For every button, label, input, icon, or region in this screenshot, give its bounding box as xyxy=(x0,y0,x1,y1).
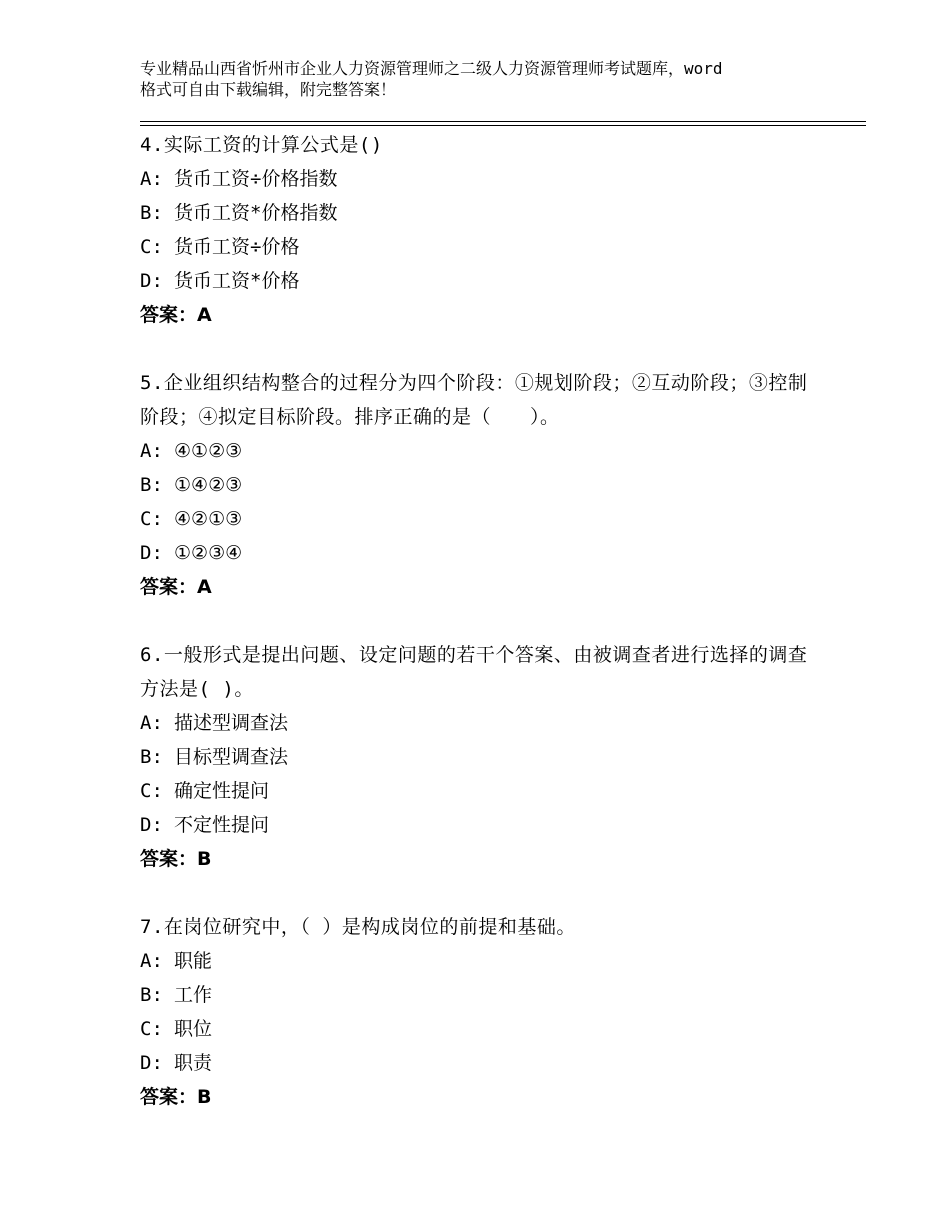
option-c xyxy=(140,1012,820,1046)
question-list xyxy=(140,128,820,1148)
header-title-line-1: 专业精品山西省忻州市企业人力资源管理师之二级人力资源管理师考试题库，word xyxy=(140,59,723,78)
option-b xyxy=(140,196,820,230)
option-letter: A: xyxy=(140,440,163,462)
option-text: 货币工资÷价格 xyxy=(174,236,300,258)
option-b xyxy=(140,468,820,502)
question-item xyxy=(140,638,820,876)
option-text: 职位 xyxy=(174,1018,213,1040)
question-item xyxy=(140,366,820,604)
question-text: 4.实际工资的计算公式是() xyxy=(140,134,383,156)
option-c xyxy=(140,230,820,264)
option-d xyxy=(140,808,820,842)
option-d xyxy=(140,536,820,570)
answer-label: 答案：A xyxy=(140,304,212,326)
option-text: ④①②③ xyxy=(174,440,243,462)
option-letter: B: xyxy=(140,984,163,1006)
option-text: 不定性提问 xyxy=(174,814,270,836)
option-text: 目标型调查法 xyxy=(174,746,289,768)
option-a xyxy=(140,944,820,978)
option-letter: A: xyxy=(140,712,163,734)
option-letter: D: xyxy=(140,542,163,564)
header-divider-top xyxy=(140,121,866,122)
option-d xyxy=(140,1046,820,1080)
answer-label: 答案：B xyxy=(140,848,212,870)
header-divider-bottom xyxy=(140,125,866,126)
option-text: 工作 xyxy=(174,984,213,1006)
option-letter: C: xyxy=(140,780,163,802)
option-a xyxy=(140,162,820,196)
option-letter: A: xyxy=(140,950,163,972)
option-letter: B: xyxy=(140,746,163,768)
answer-label: 答案：B xyxy=(140,1086,212,1108)
option-text: 描述型调查法 xyxy=(174,712,289,734)
option-letter: D: xyxy=(140,270,163,292)
option-letter: B: xyxy=(140,202,163,224)
option-letter: A: xyxy=(140,168,163,190)
option-letter: C: xyxy=(140,236,163,258)
option-d xyxy=(140,264,820,298)
answer-label: 答案：A xyxy=(140,576,212,598)
option-letter: C: xyxy=(140,508,163,530)
option-text: ①④②③ xyxy=(174,474,243,496)
question-text: 7.在岗位研究中，（ ）是构成岗位的前提和基础。 xyxy=(140,916,576,938)
question-text: 6.一般形式是提出问题、设定问题的若干个答案、由被调查者进行选择的调查方法是( )。 xyxy=(140,644,808,700)
option-c xyxy=(140,774,820,808)
option-text: ①②③④ xyxy=(174,542,243,564)
option-text: 货币工资÷价格指数 xyxy=(174,168,338,190)
option-text: 职责 xyxy=(174,1052,213,1074)
option-letter: B: xyxy=(140,474,163,496)
option-b xyxy=(140,978,820,1012)
option-c xyxy=(140,502,820,536)
option-text: ④②①③ xyxy=(174,508,243,530)
document-header xyxy=(140,58,840,100)
question-item xyxy=(140,910,820,1114)
option-a xyxy=(140,706,820,740)
option-letter: C: xyxy=(140,1018,163,1040)
question-item xyxy=(140,128,820,332)
option-text: 职能 xyxy=(174,950,213,972)
option-text: 货币工资*价格指数 xyxy=(174,202,338,224)
option-b xyxy=(140,740,820,774)
question-text: 5.企业组织结构整合的过程分为四个阶段：①规划阶段；②互动阶段；③控制阶段；④拟定目标阶段。排序正确的是（ ）。 xyxy=(140,372,808,428)
option-text: 确定性提问 xyxy=(174,780,270,802)
option-letter: D: xyxy=(140,1052,163,1074)
option-letter: D: xyxy=(140,814,163,836)
header-title-line-2: 格式可自由下载编辑，附完整答案！ xyxy=(140,80,397,99)
option-text: 货币工资*价格 xyxy=(174,270,300,292)
option-a xyxy=(140,434,820,468)
